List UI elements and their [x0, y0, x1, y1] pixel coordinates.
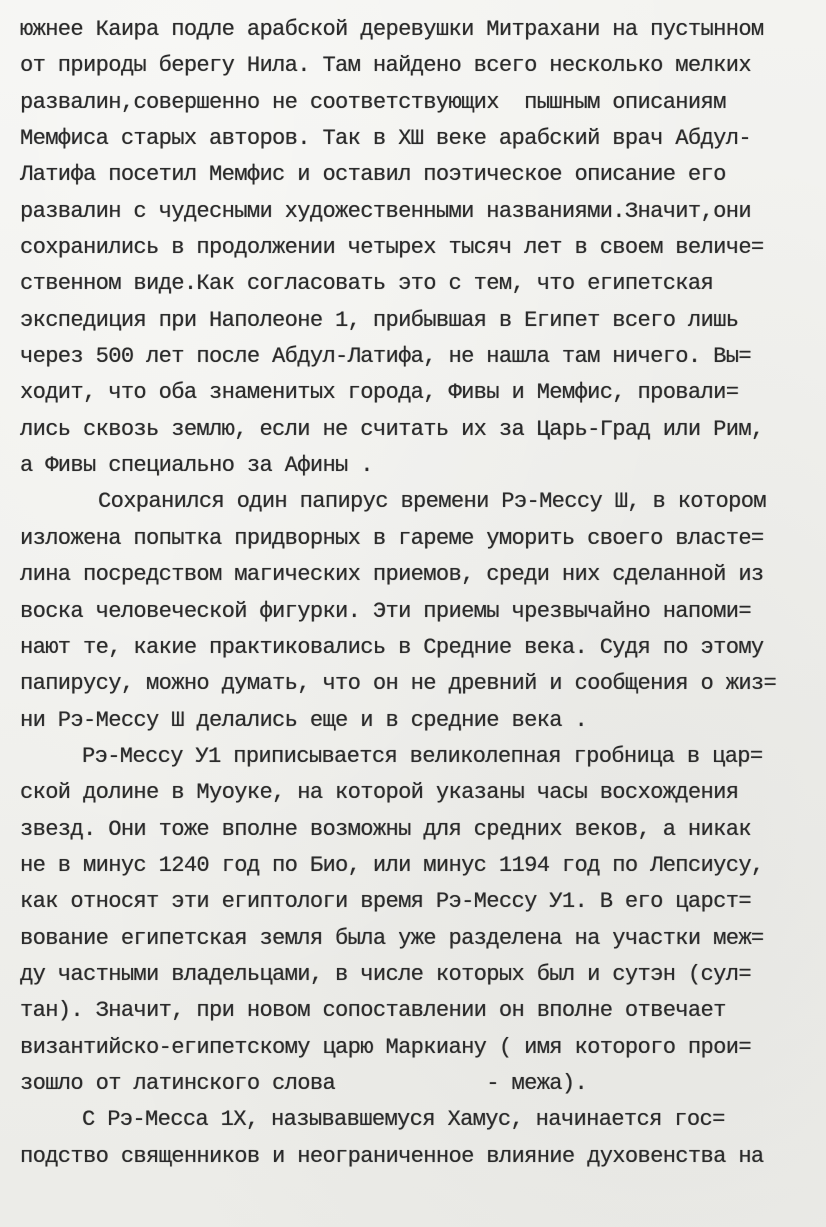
text-line: от природы берегу Нила. Там найдено всего несколько мелких: [20, 53, 751, 79]
text-line: не в минус 1240 год по Био, или минус 1194 год по Лепсиусу,: [20, 852, 764, 878]
text-line: Мемфиса старых авторов. Так в XШ веке арабский врач Абдул-: [20, 126, 751, 152]
text-line: изложена попытка придворных в гареме уморить своего власте=: [20, 525, 764, 551]
text-line: экспедиция при Наполеоне 1, прибывшая в Египет всего лишь: [20, 307, 739, 333]
text-line: сохранились в продолжении четырех тысяч лет в своем величе=: [20, 235, 764, 261]
text-line: нают те, какие практиковались в Средние века. Судя по этому: [20, 634, 764, 660]
paragraph-start-line: Рэ-Мессу У1 приписывается великолепная гробница в цар=: [82, 743, 763, 769]
text-line: звезд. Они тоже вполне возможны для средних веков, а никак: [20, 816, 751, 842]
text-line: развалин,совершенно не соответствующих пышным описаниям: [20, 89, 726, 115]
text-line: тан). Значит, при новом сопоставлении он вполне отвечает: [20, 998, 726, 1024]
text-line: лина посредством магических приемов, среди них сделанной из: [20, 562, 764, 588]
text-line: папирусу, можно думать, что он не древний и сообщения о жиз=: [20, 671, 777, 697]
text-line: воска человеческой фигурки. Эти приемы чрезвычайно напоми=: [20, 598, 751, 624]
text-line: а Фивы специально за Афины .: [20, 453, 373, 479]
paragraph-start-line: Сохранился один папирус времени Рэ-Мессу Ш, в котором: [98, 489, 766, 515]
text-line: вование египетская земля была уже разделена на участки меж=: [20, 925, 764, 951]
text-line: ни Рэ-Мессу Ш делались еще и в средние века .: [20, 707, 588, 733]
text-line: через 500 лет после Абдул-Латифа, не нашла там ничего. Вы=: [20, 344, 751, 370]
text-line: лись сквозь землю, если не считать их за Царь-Град или Рим,: [20, 416, 764, 442]
document-body: [20, 12, 810, 1175]
text-line: южнее Каира подле арабской деревушки Митрахани на пустынном: [20, 17, 764, 42]
text-line: ственном виде.Как согласовать это с тем, что египетская: [20, 271, 714, 297]
text-line: подство священников и неограниченное влияние духовенства на: [20, 1143, 764, 1169]
text-line: Латифа посетил Мемфис и оставил поэтическое описание его: [20, 162, 726, 188]
text-line: византийско-египетскому царю Маркиану ( имя которого прои=: [20, 1034, 751, 1060]
text-line: ду частными владельцами, в числе которых был и сутэн (сул=: [20, 961, 751, 987]
text-line: ходит, что оба знаменитых города, Фивы и Мемфис, провали=: [20, 380, 739, 406]
text-line: развалин с чудесными художественными названиями.Значит,они: [20, 198, 751, 224]
text-line: как относят эти египтологи время Рэ-Мессу У1. В его царст=: [20, 889, 751, 915]
text-line: ской долине в Муоуке, на которой указаны часы восхождения: [20, 780, 739, 806]
paragraph-start-line: С Рэ-Месса 1Х, называвшемуся Хамус, начинается гос=: [82, 1107, 725, 1133]
text-line: зошло от латинского слова - межа).: [20, 1070, 588, 1096]
